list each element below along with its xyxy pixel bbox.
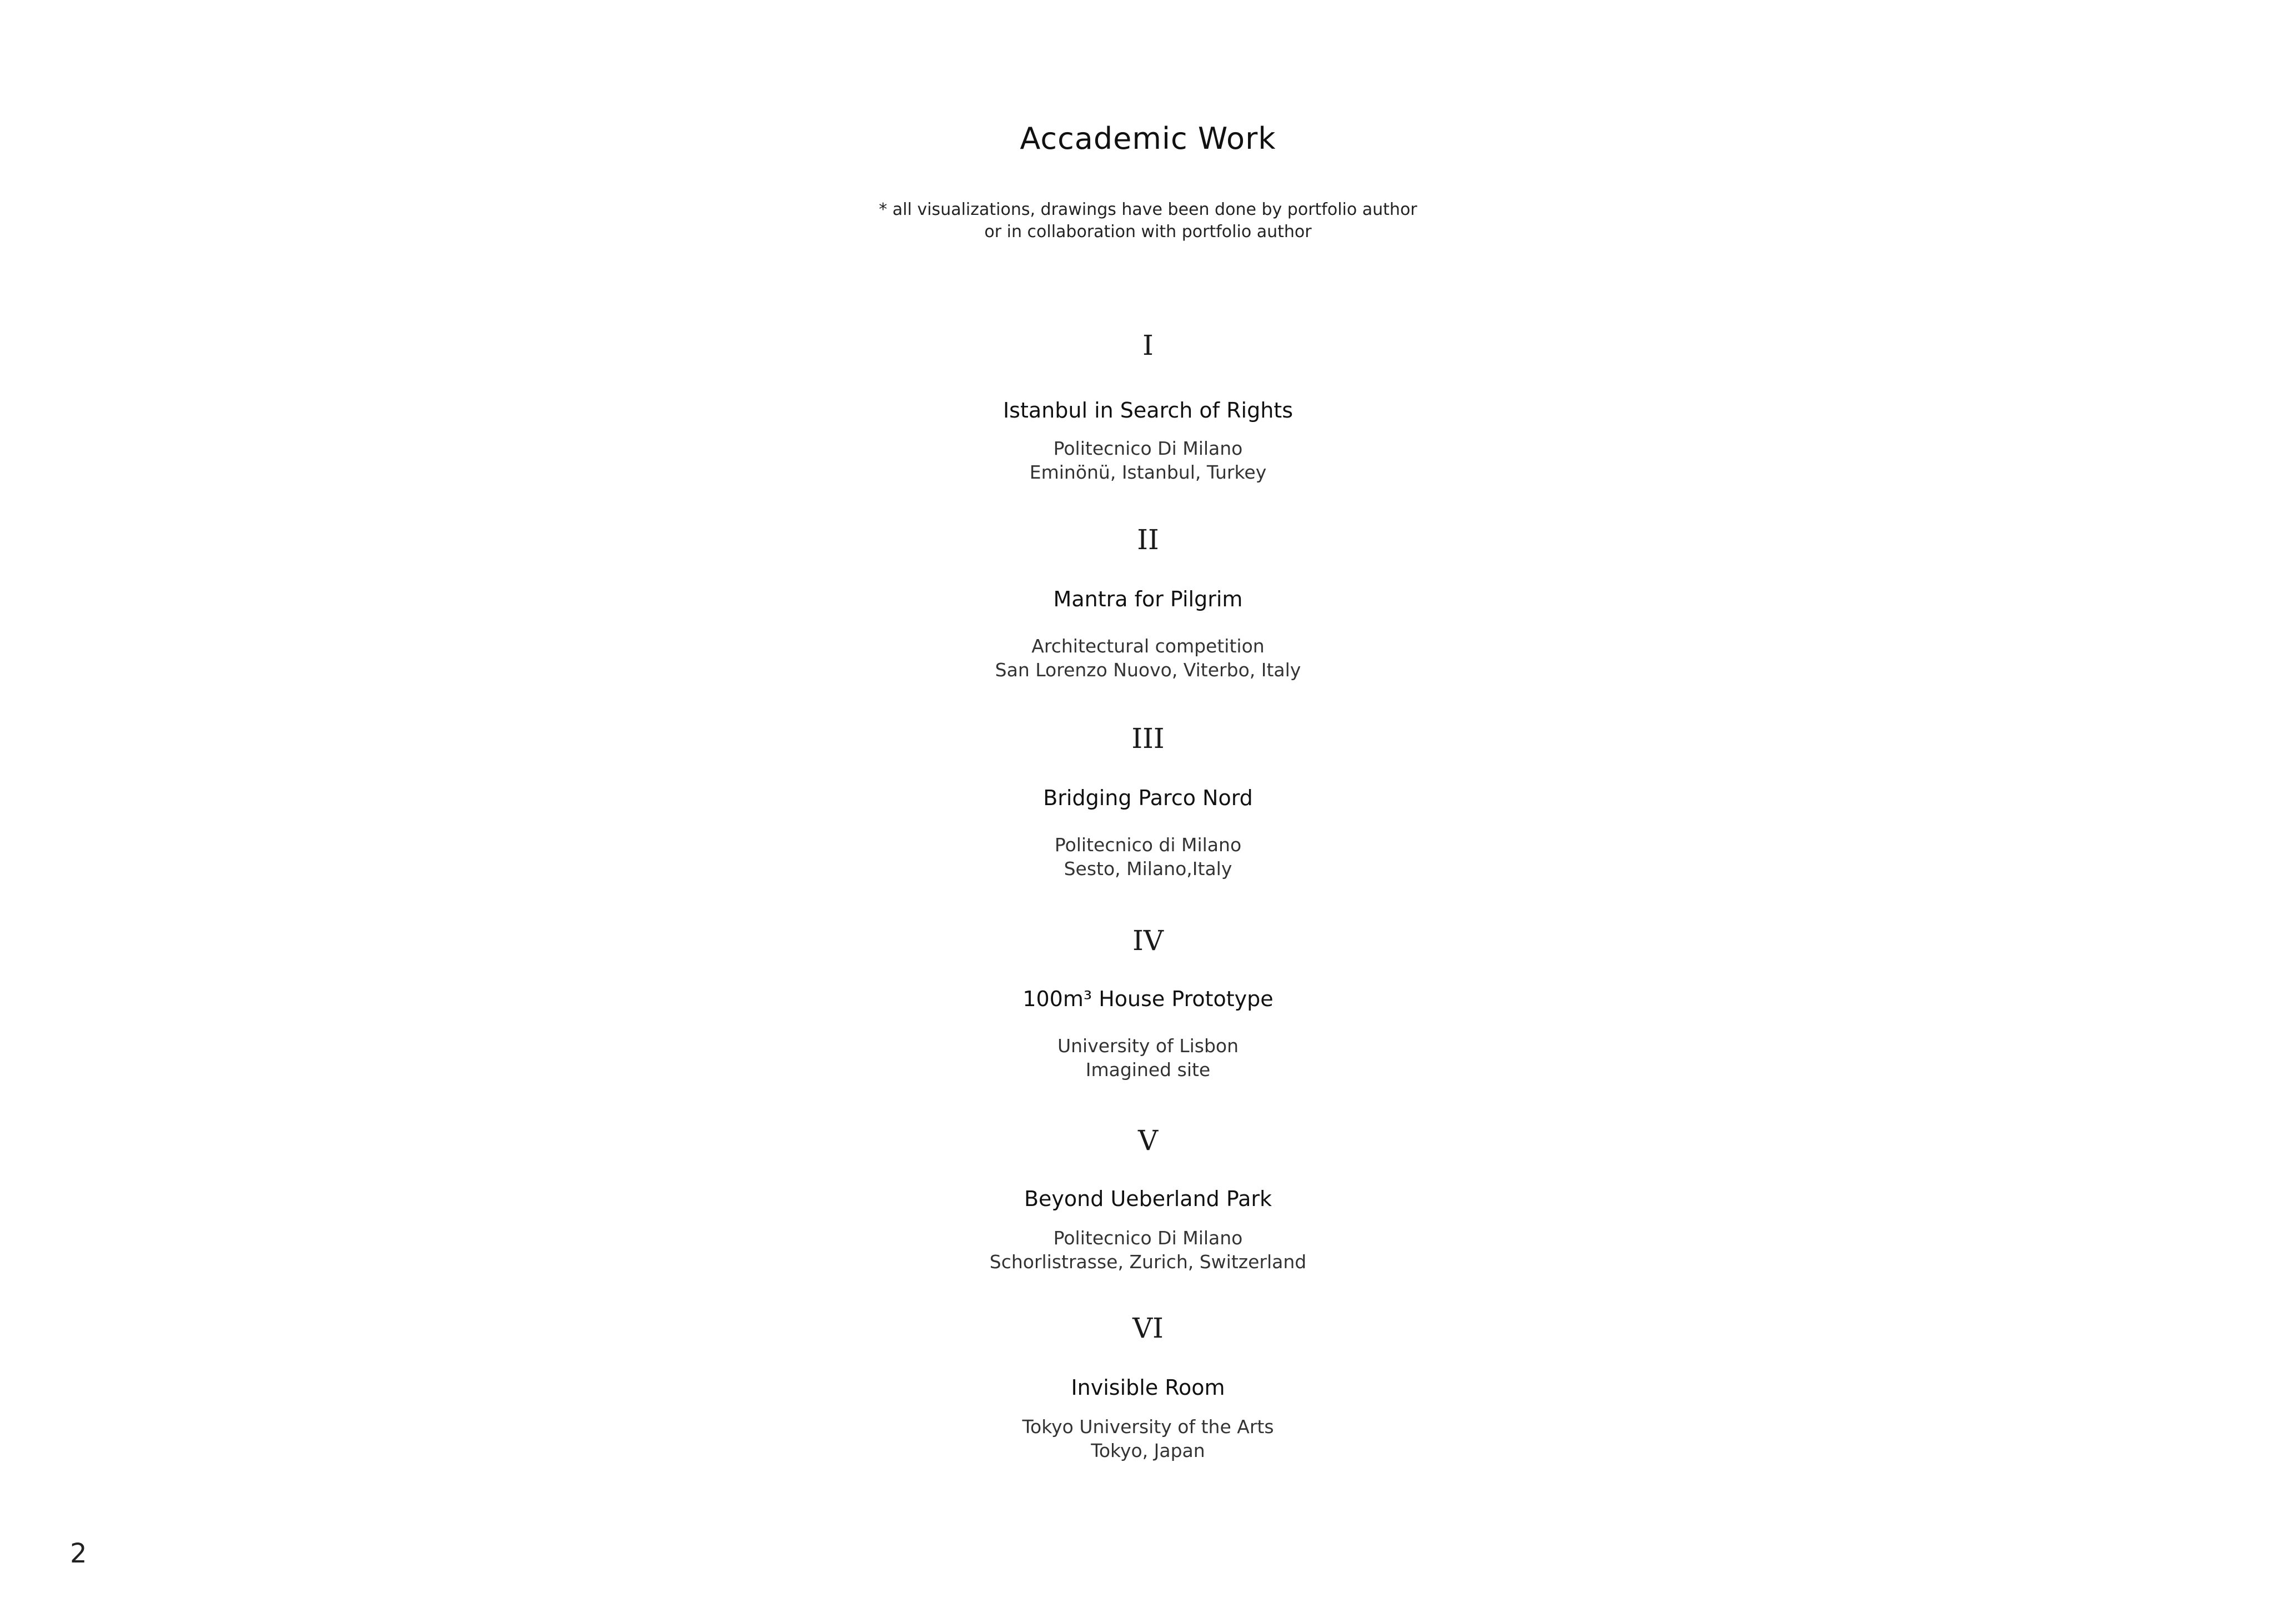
section-numeral: II [1137,524,1159,556]
note-line-1: * all visualizations, drawings have been done by portfolio author [879,200,1417,219]
project-section-3 [0,722,2296,881]
project-section-6 [0,1312,2296,1463]
project-details [0,436,2296,484]
project-institution: Politecnico di Milano [1054,834,1242,856]
project-details [0,1034,2296,1082]
project-details [0,1415,2296,1463]
page-title: Accademic Work [1020,121,1276,156]
project-title: Istanbul in Search of Rights [1002,398,1294,423]
project-title: Mantra for Pilgrim [1053,587,1243,611]
project-section-2 [0,523,2296,682]
project-institution: Architectural competition [1031,635,1265,657]
project-institution: University of Lisbon [1057,1035,1239,1057]
section-numeral: I [1142,329,1154,361]
project-section-5 [0,1124,2296,1274]
project-institution: Politecnico Di Milano [1053,1227,1243,1249]
section-numeral: V [1137,1124,1159,1157]
project-details [0,1226,2296,1274]
section-numeral: III [1131,722,1165,755]
project-location: San Lorenzo Nuovo, Viterbo, Italy [995,659,1301,681]
project-location: Eminönü, Istanbul, Turkey [1029,461,1267,483]
project-location: Tokyo, Japan [1091,1440,1205,1461]
project-title: Beyond Ueberland Park [1024,1187,1272,1211]
project-location: Sesto, Milano,Italy [1064,858,1232,880]
project-title: Bridging Parco Nord [1043,786,1253,810]
project-section-4 [0,924,2296,1082]
project-institution: Tokyo University of the Arts [1022,1416,1274,1438]
project-details [0,634,2296,682]
section-numeral: IV [1132,924,1164,957]
project-location: Imagined site [1085,1059,1211,1081]
section-numeral: VI [1132,1312,1164,1344]
project-institution: Politecnico Di Milano [1053,438,1243,459]
authorship-note [0,199,2296,243]
note-line-2: or in collaboration with portfolio author [984,222,1312,242]
project-location: Schorlistrasse, Zurich, Switzerland [989,1251,1307,1273]
project-section-1 [0,329,2296,484]
page-number: 2 [70,1538,87,1569]
project-details [0,833,2296,881]
project-title: 100m³ House Prototype [1022,987,1274,1011]
project-title: Invisible Room [1071,1375,1225,1400]
